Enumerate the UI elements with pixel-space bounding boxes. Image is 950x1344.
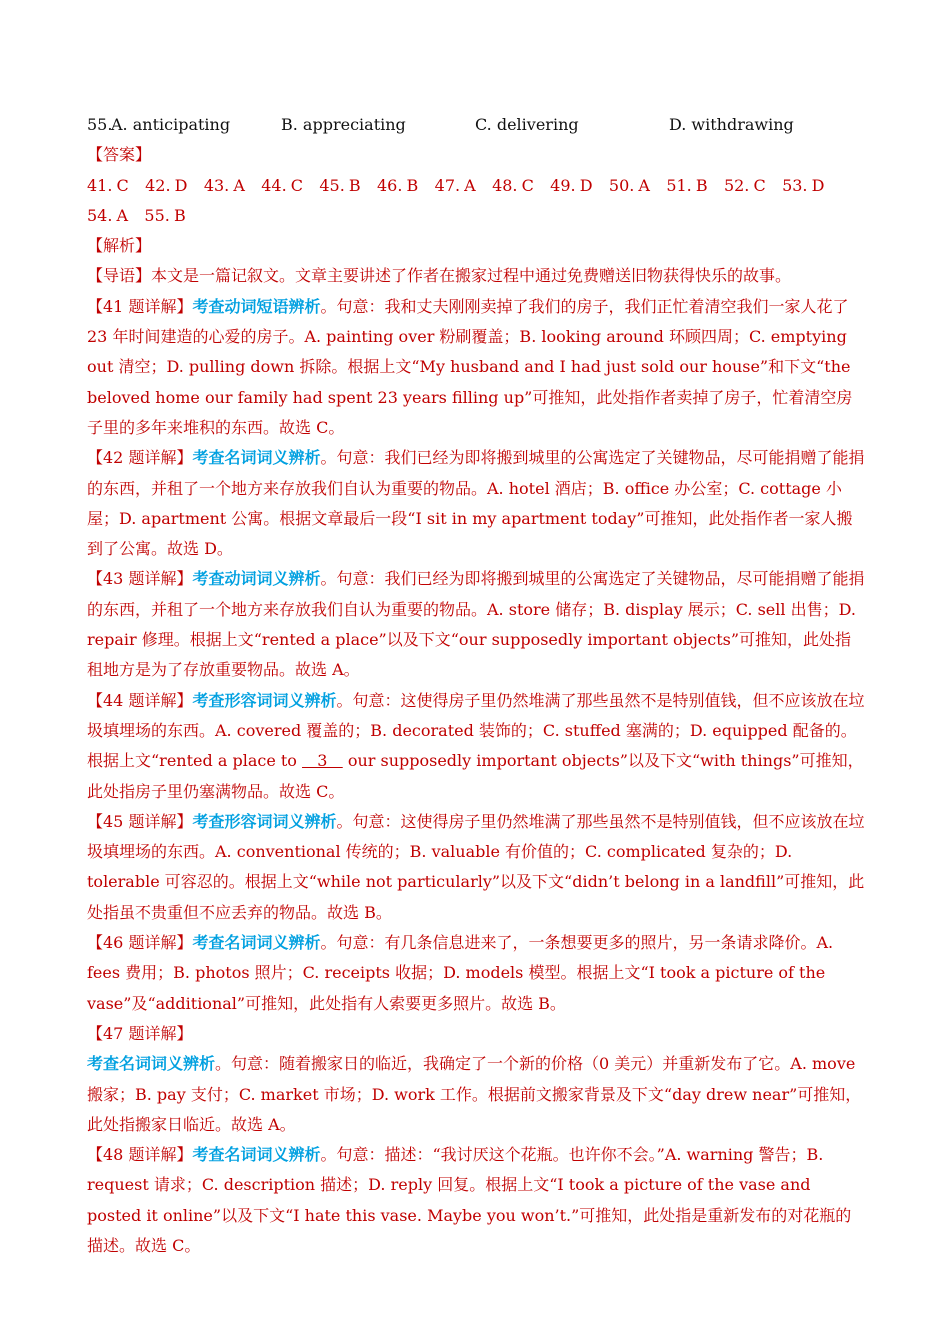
option-a: A. anticipating: [111, 115, 231, 134]
explanation-41: [87, 292, 867, 443]
explanation-47-heading: [87, 1019, 867, 1049]
option-b: B. appreciating: [281, 115, 406, 134]
question-55-options: [87, 110, 867, 140]
explanation-topic: 考查动词短语辨析: [192, 296, 321, 316]
explanation-text: 。句意：我和丈夫刚刚卖掉了我们的房子，我们正忙着清空我们一家人花了 23 年时间建造的心爱的房子。A. painting over 粉刷覆盖；B. looking around 环顾四周；C. emptying out 清空；D. pulling down 拆除。根据上文“My husband and I had just sold our house”和下文“the beloved home our family had spent 23 years filling up”可推知，此处指作者卖掉了房子，忙着清空房子里的多年来堆积的东西。故选 C。: [87, 296, 853, 437]
explanation-text: 。句意：这使得房子里仍然堆满了那些虽然不是特别值钱，但不应该放在垃圾填埋场的东西。A. conventional 传统的；B. valuable 有价值的；C. complicated 复杂的；D. tolerable 可容忍的。根据上文“while not particularly”以及下文“didn’t belong in a landfill”可推知，此处指虽不贵重但不应丢弃的物品。故选 B。: [87, 811, 865, 922]
explanation-label: 【43 题详解】: [87, 569, 193, 589]
answer-label: 【答案】: [87, 145, 152, 165]
intro-paragraph: [87, 261, 867, 291]
explanation-label: 【41 题详解】: [87, 296, 193, 316]
intro-label: 【导语】: [87, 266, 152, 286]
explanation-text-continued: our supposedly important objects”以及下文“with things”可推知，此处指房子里仍塞满物品。故选 C。: [87, 751, 864, 801]
option-c: C. delivering: [475, 115, 579, 134]
explanation-topic: 考查形容词词义辨析: [192, 811, 337, 831]
explanation-42: [87, 443, 867, 564]
explanation-text: 。句意：描述：“我讨厌这个花瓶。也许你不会。”A. warning 警告；B. request 请求；C. description 描述；D. reply 回复。根据上文“I took a picture of the vase and posted it online”以及下文“I hate this vase. Maybe you won’t.”可推知，此处指是重新发布的对花瓶的描述。故选 C。: [87, 1145, 852, 1255]
explanation-43: [87, 564, 867, 685]
explanation-text: 。句意：随着搬家日的临近，我确定了一个新的价格（0 美元）并重新发布了它。A. move 搬家；B. pay 支付；C. market 市场；D. work 工作。根据前文搬家背景及下文“day drew near”可推知，此处指搬家日临近。故选 A。: [87, 1054, 862, 1134]
explanation-label: 【48 题详解】: [87, 1145, 193, 1165]
question-55-number: 55.: [87, 115, 113, 134]
analysis-label: 【解析】: [87, 236, 152, 256]
answer-line-1: 41. C 42. D 43. A 44. C 45. B 46. B 47. A 48. C 49. D 50. A 51. B 52. C 53. D: [87, 175, 825, 195]
explanation-topic: 考查动词词义辨析: [192, 569, 321, 589]
explanation-text: 。句意：有几条信息进来了，一条想要更多的照片，另一条请求降价。A. fees 费用；B. photos 照片；C. receipts 收据；D. models 模型。根据上文“I took a picture of the vase”及“additional”可推知，此处指有人索要更多照片。故选 B。: [87, 933, 834, 1013]
document-page: [87, 110, 867, 1261]
explanation-label: 【44 题详解】: [87, 690, 193, 710]
explanation-topic: 考查名词词义辨析: [87, 1054, 216, 1074]
answer-line-2: 54. A 55. B: [87, 205, 186, 225]
analysis-heading: [87, 231, 867, 261]
explanation-text: 。句意：我们已经为即将搬到城里的公寓选定了关键物品，尽可能捐赠了能捐的东西，并租了一个地方来存放我们自认为重要的物品。A. hotel 酒店；B. office 办公室；C. cottage 小屋；D. apartment 公寓。根据文章最后一段“I sit in my apartment today”可推知，此处指作者一家人搬到了公寓。故选 D。: [87, 448, 865, 559]
explanation-topic: 考查名词词义辨析: [192, 933, 321, 953]
explanation-48: [87, 1140, 867, 1261]
explanation-topic: 考查名词词义辨析: [192, 448, 321, 468]
answer-block: [87, 140, 867, 231]
explanation-label: 【47 题详解】: [87, 1023, 193, 1043]
explanation-46: [87, 928, 867, 1019]
intro-text: 本文是一篇记叙文。文章主要讲述了作者在搬家过程中通过免费赠送旧物获得快乐的故事。: [151, 266, 792, 286]
explanation-45: [87, 807, 867, 928]
explanation-text: 。句意：这使得房子里仍然堆满了那些虽然不是特别值钱，但不应该放在垃圾填埋场的东西。A. covered 覆盖的；B. decorated 装饰的；C. stuffed 塞满的；D. equipped 配备的。根据上文“rented a place to: [87, 690, 865, 771]
blank-reference: 3: [302, 751, 343, 771]
explanation-44: [87, 686, 867, 807]
explanation-label: 【45 题详解】: [87, 811, 193, 831]
option-d: D. withdrawing: [669, 115, 794, 134]
explanation-label: 【42 题详解】: [87, 448, 193, 468]
explanation-topic: 考查名词词义辨析: [192, 1145, 321, 1165]
explanation-text: 。句意：我们已经为即将搬到城里的公寓选定了关键物品，尽可能捐赠了能捐的东西，并租了一个地方来存放我们自认为重要的物品。A. store 储存；B. display 展示；C. sell 出售；D. repair 修理。根据上文“rented a place”以及下文“our supposedly important objects”可推知，此处指租地方是为了存放重要物品。故选 A。: [87, 569, 865, 680]
explanation-label: 【46 题详解】: [87, 933, 193, 953]
explanation-47: [87, 1049, 867, 1140]
explanation-topic: 考查形容词词义辨析: [192, 690, 337, 710]
